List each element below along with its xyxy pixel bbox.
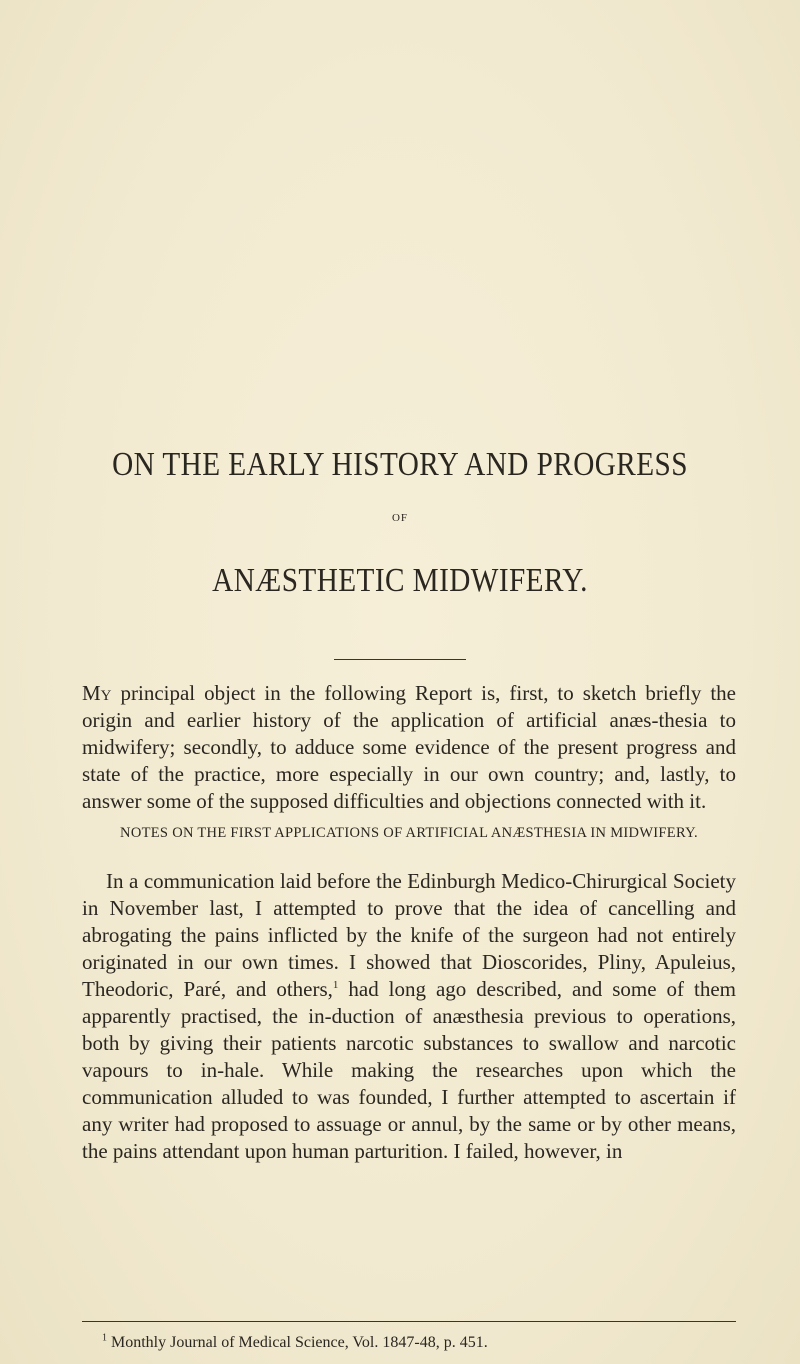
footnote-mark: 1: [102, 1332, 107, 1344]
section-text-part2: had long ago described, and some of them apparently practised, the in-duction of anæsthesia previous to operations, both by giving their patients narcotic substances to swallow and narcotic vapours to in-hale. While making the researches upon which the communication alluded to was founded, I further attempted to ascertain if any writer had proposed to assuage or annul, by the same or by other means, the pains attendant upon human parturition. I failed, however, in: [82, 977, 736, 1163]
intro-paragraph: [82, 680, 736, 815]
title-connector: OF: [391, 512, 409, 524]
intro-first-word: My: [82, 681, 112, 705]
page-title: ON THE EARLY HISTORY AND PROGRESS: [112, 446, 688, 483]
title-divider: [334, 659, 466, 660]
footnote-divider: [82, 1321, 736, 1322]
page-subtitle: ANÆSTHETIC MIDWIFERY.: [212, 562, 588, 599]
section-text-part1: In a communication laid before the Edinburgh Medico-Chirurgical Society in November last, I attempted to prove that the idea of cancelling and abrogating the pains inflicted by the knife of the surgeon had not entirely originated in our own times. I showed that Dioscorides, Pliny, Apuleius, Theodoric, Paré, and others,: [82, 869, 736, 1001]
intro-text: principal object in the following Report is, first, to sketch briefly the origin and earlier history of the application of artificial anæs-thesia to midwifery; secondly, to adduce some evidence of the present progress and state of the practice, more especially in our own country; and, lastly, to answer some of the supposed difficulties and objections connected with it.: [82, 681, 736, 813]
footnote-reference: 1: [332, 979, 339, 991]
section-paragraph: [82, 868, 736, 1165]
section-heading: NOTES ON THE FIRST APPLICATIONS OF ARTIFICIAL ANÆSTHESIA IN MIDWIFERY.: [120, 825, 698, 841]
footnote: [102, 1334, 488, 1352]
footnote-text: Monthly Journal of Medical Science, Vol. 1847-48, p. 451.: [107, 1334, 488, 1351]
